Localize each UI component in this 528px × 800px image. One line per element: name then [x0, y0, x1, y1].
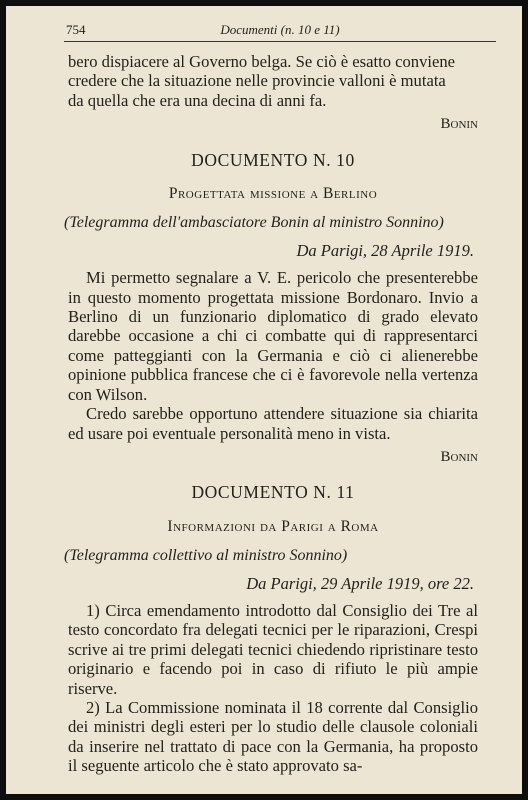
paragraph: Mi permetto segnalare a V. E. pericolo che presenterebbe in questo momento progettata missione Bordonaro. Invio a Berlino di un funzionario diplomatico di grado elevato darebbe occasione a chi ci combatte qui di rappresentarci come patteggianti con la Germania e ciò ci alienerebbe opinione pubblica francese che ci è favorevole nella vertenza con Wilson. — [68, 268, 478, 404]
book-page — [6, 6, 522, 794]
dateline: Da Parigi, 29 Aprile 1919, ore 22. — [246, 573, 474, 593]
continuation-line: da quella che era una decina di anni fa. — [68, 90, 327, 110]
document-heading: DOCUMENTO N. 11 — [191, 482, 355, 503]
document-subject: Progettata missione a Berlino — [168, 185, 378, 203]
page-number: 754 — [66, 22, 86, 37]
signature: Bonin — [440, 116, 478, 133]
dateline: Da Parigi, 28 Aprile 1919. — [296, 240, 474, 260]
paragraph: 1) Circa emendamento introdotto dal Consiglio dei Tre al testo concordato fra delegati tecnici per le riparazioni, Crespi scrive ai tre primi delegati tecnici chiedendo ripristinare testo originario e facendo poi in caso di rifiuto le più ampie riserve. — [68, 600, 478, 698]
continuation-line: credere che la situazione nelle provincie valloni è mutata — [68, 71, 446, 91]
paragraph: Credo sarebbe opportuno attendere situazione sia chiarita ed usare poi eventuale personalità meno in vista. — [68, 404, 478, 443]
page-body — [64, 52, 478, 776]
signature: Bonin — [440, 448, 478, 465]
continuation-line: bero dispiacere al Governo belga. Se ciò è esatto conviene — [68, 52, 456, 71]
running-title: Documenti (n. 10 e 11) — [220, 22, 340, 37]
document-note: (Telegramma collettivo al ministro Sonnino) — [64, 547, 348, 565]
document-note: (Telegramma dell'ambasciatore Bonin al ministro Sonnino) — [64, 214, 444, 232]
paragraph: 2) La Commissione nominata il 18 corrente dal Consiglio dei ministri degli esteri per lo studio delle clausole coloniali da inserire nel trattato di pace con la Germania, ha proposto il seguente articolo che è stato approvato sa- — [68, 697, 478, 776]
document-subject: Informazioni da Parigi a Roma — [167, 517, 379, 535]
running-header — [64, 19, 496, 42]
document-heading: DOCUMENTO N. 10 — [191, 149, 355, 170]
